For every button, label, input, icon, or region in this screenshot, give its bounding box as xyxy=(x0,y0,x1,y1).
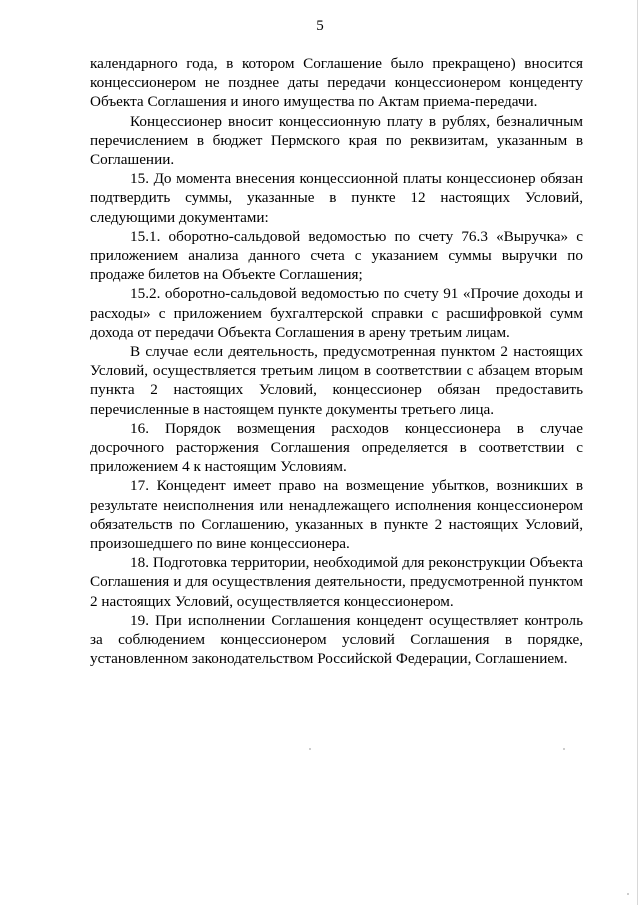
paragraph-third: В случае если деятельность, предусмотренная пунктом 2 настоящих Условий, осуществляется третьим лицом в соответствии с абзацем вторым пункта 2 настоящих Условий, концессионер обязан предоставить перечисленные в настоящем пункте документы третьего лица. xyxy=(90,343,583,418)
paragraph-15-2: 15.2. оборотно-сальдовой ведомостью по счету 91 «Прочие доходы и расходы» с приложением бухгалтерской справки с расшифровкой сумм дохода от передачи Объекта Соглашения в арену третьим лицам. xyxy=(90,285,583,341)
paragraph-17: 17. Концедент имеет право на возмещение убытков, возникших в результате неисполнения или ненадлежащего исполнения концессионером обязательств по Соглашению, указанных в пункте 2 настоящих Условий, произошедшего по вине концессионера. xyxy=(90,477,583,553)
scan-dust-mark xyxy=(627,893,629,895)
page-number: 5 xyxy=(316,18,324,34)
paragraph-cont: календарного года, в котором Соглашение было прекращено) вносится концессионером не позднее даты передачи концессионером концеденту Объекта Соглашения и иного имущества по Актам приема-передачи. xyxy=(90,55,583,111)
paragraph-15-1: 15.1. оборотно-сальдовой ведомостью по счету 76.3 «Выручка» с приложением анализа данного счета с указанием суммы выручки по продаже билетов на Объекте Соглашения; xyxy=(90,227,583,284)
scan-dust-mark xyxy=(309,748,311,750)
paragraph-15: 15. До момента внесения концессионной платы концессионер обязан подтвердить суммы, указанные в пункте 12 настоящих Условий, следующими документами: xyxy=(90,170,583,226)
paragraph-payment: Концессионер вносит концессионную плату в рублях, безналичным перечислением в бюджет Пермского края по реквизитам, указанным в Соглашении. xyxy=(90,112,583,169)
paragraph-16: 16. Порядок возмещения расходов концессионера в случае досрочного расторжения Соглашения определяется в соответствии с приложением 4 к настоящим Условиям. xyxy=(90,419,583,476)
paragraph-19: 19. При исполнении Соглашения концедент осуществляет контроль за соблюдением концессионером условий Соглашения в порядке, установленном законодательством Российской Федерации, Соглашением. xyxy=(90,611,583,668)
scan-edge-line xyxy=(637,0,638,905)
document-body xyxy=(90,54,583,669)
paragraph-18: 18. Подготовка территории, необходимой для реконструкции Объекта Соглашения и для осуществления деятельности, предусмотренной пунктом 2 настоящих Условий, осуществляется концессионером. xyxy=(90,554,583,610)
scan-dust-mark xyxy=(563,748,565,750)
